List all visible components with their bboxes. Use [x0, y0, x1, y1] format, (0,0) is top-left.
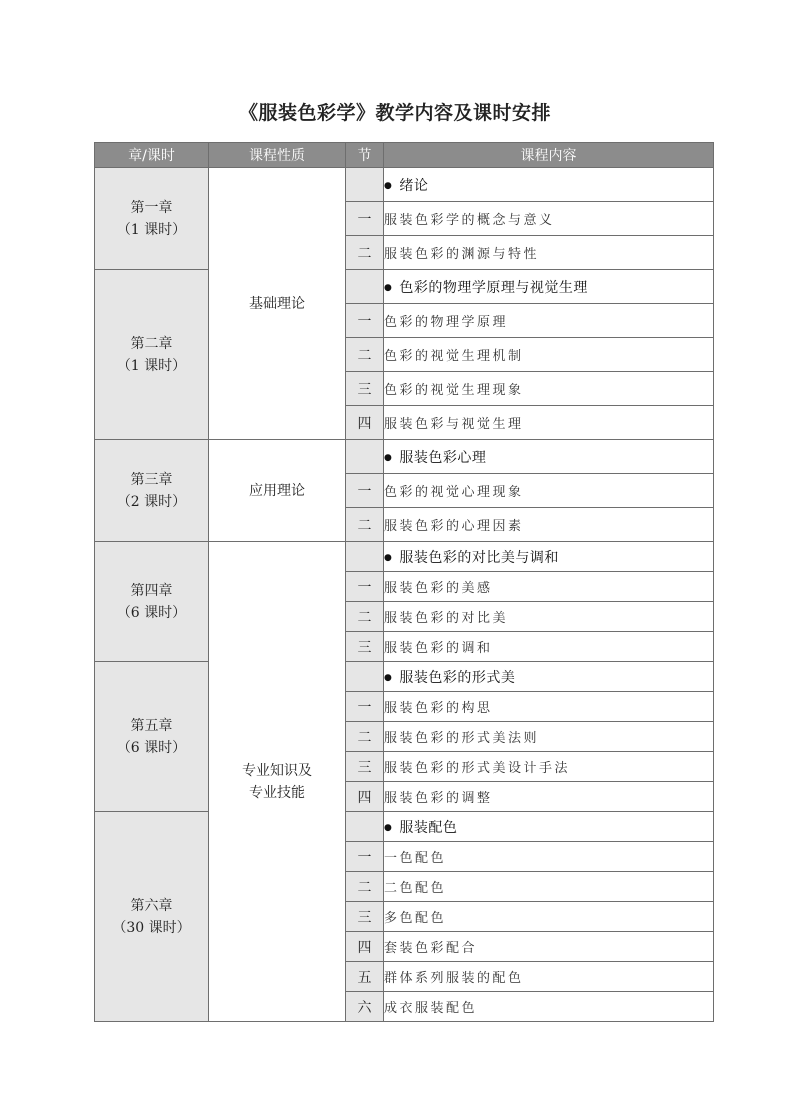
chapter-name: 第一章	[130, 199, 173, 216]
unit-title: ● 服装色彩的对比美与调和	[384, 542, 714, 572]
section-title: 一色配色	[384, 842, 714, 872]
section-number: 四	[346, 406, 384, 440]
section-number	[346, 542, 384, 572]
table-row	[95, 812, 714, 842]
nature-label-line2: 专业技能	[249, 784, 305, 801]
chapter-cell	[95, 662, 209, 812]
section-number: 三	[346, 632, 384, 662]
header-section: 节	[346, 143, 384, 168]
section-number: 二	[346, 602, 384, 632]
section-number	[346, 168, 384, 202]
section-title: 服装色彩的构思	[384, 692, 714, 722]
section-number: 一	[346, 474, 384, 508]
chapter-name: 第三章	[130, 471, 173, 488]
table-header-row	[95, 143, 714, 168]
section-title: 服装色彩的调整	[384, 782, 714, 812]
chapter-cell	[95, 542, 209, 662]
table-row	[95, 270, 714, 304]
section-title: 群体系列服装的配色	[384, 962, 714, 992]
nature-cell	[209, 542, 346, 1022]
nature-label: 基础理论	[249, 295, 305, 312]
section-number: 三	[346, 372, 384, 406]
section-number: 一	[346, 572, 384, 602]
section-number: 三	[346, 752, 384, 782]
page-title: 《服装色彩学》教学内容及课时安排	[238, 102, 551, 124]
section-title: 色彩的视觉生理现象	[384, 372, 714, 406]
section-title: 服装色彩的渊源与特性	[384, 236, 714, 270]
header-content: 课程内容	[384, 143, 714, 168]
nature-label: 应用理论	[249, 482, 305, 499]
chapter-hours: （6 课时）	[116, 739, 187, 756]
chapter-name: 第二章	[130, 335, 173, 352]
chapter-hours: （2 课时）	[116, 493, 187, 510]
section-title: 服装色彩学的概念与意义	[384, 202, 714, 236]
nature-label: 专业知识及	[242, 762, 312, 779]
chapter-hours: （30 课时）	[112, 919, 191, 936]
section-number: 二	[346, 338, 384, 372]
chapter-cell	[95, 812, 209, 1022]
unit-title: ● 色彩的物理学原理与视觉生理	[384, 270, 714, 304]
section-title: 多色配色	[384, 902, 714, 932]
section-title: 套装色彩配合	[384, 932, 714, 962]
header-nature: 课程性质	[209, 143, 346, 168]
nature-cell	[209, 440, 346, 542]
section-number: 二	[346, 722, 384, 752]
section-number: 一	[346, 202, 384, 236]
section-number: 二	[346, 236, 384, 270]
section-title: 服装色彩与视觉生理	[384, 406, 714, 440]
section-number: 一	[346, 842, 384, 872]
section-title: 服装色彩的形式美法则	[384, 722, 714, 752]
section-number: 四	[346, 932, 384, 962]
header-chapter: 章/课时	[95, 143, 209, 168]
unit-title: ● 服装色彩心理	[384, 440, 714, 474]
section-number: 五	[346, 962, 384, 992]
chapter-hours: （1 课时）	[116, 221, 187, 238]
nature-cell	[209, 168, 346, 440]
section-title: 服装色彩的美感	[384, 572, 714, 602]
chapter-hours: （6 课时）	[116, 604, 187, 621]
section-title: 色彩的物理学原理	[384, 304, 714, 338]
unit-title: ● 服装色彩的形式美	[384, 662, 714, 692]
chapter-cell	[95, 440, 209, 542]
section-number: 六	[346, 992, 384, 1022]
section-title: 服装色彩的形式美设计手法	[384, 752, 714, 782]
table-row	[95, 662, 714, 692]
section-title: 色彩的视觉心理现象	[384, 474, 714, 508]
unit-title: ● 服装配色	[384, 812, 714, 842]
section-title: 服装色彩的调和	[384, 632, 714, 662]
section-number: 三	[346, 902, 384, 932]
section-number	[346, 662, 384, 692]
unit-title: ● 绪论	[384, 168, 714, 202]
section-number: 四	[346, 782, 384, 812]
section-number	[346, 270, 384, 304]
section-number	[346, 440, 384, 474]
section-title: 成衣服装配色	[384, 992, 714, 1022]
section-title: 色彩的视觉生理机制	[384, 338, 714, 372]
table-row	[95, 542, 714, 572]
chapter-name: 第五章	[130, 717, 173, 734]
table-row	[95, 168, 714, 202]
section-title: 服装色彩的对比美	[384, 602, 714, 632]
chapter-cell	[95, 168, 209, 270]
section-title: 服装色彩的心理因素	[384, 508, 714, 542]
chapter-hours: （1 课时）	[116, 357, 187, 374]
section-number: 二	[346, 872, 384, 902]
chapter-name: 第四章	[130, 582, 173, 599]
chapter-cell	[95, 270, 209, 440]
section-title: 二色配色	[384, 872, 714, 902]
section-number: 一	[346, 692, 384, 722]
section-number	[346, 812, 384, 842]
schedule-table	[94, 142, 714, 1022]
section-number: 二	[346, 508, 384, 542]
section-number: 一	[346, 304, 384, 338]
chapter-name: 第六章	[130, 897, 173, 914]
table-row	[95, 440, 714, 474]
